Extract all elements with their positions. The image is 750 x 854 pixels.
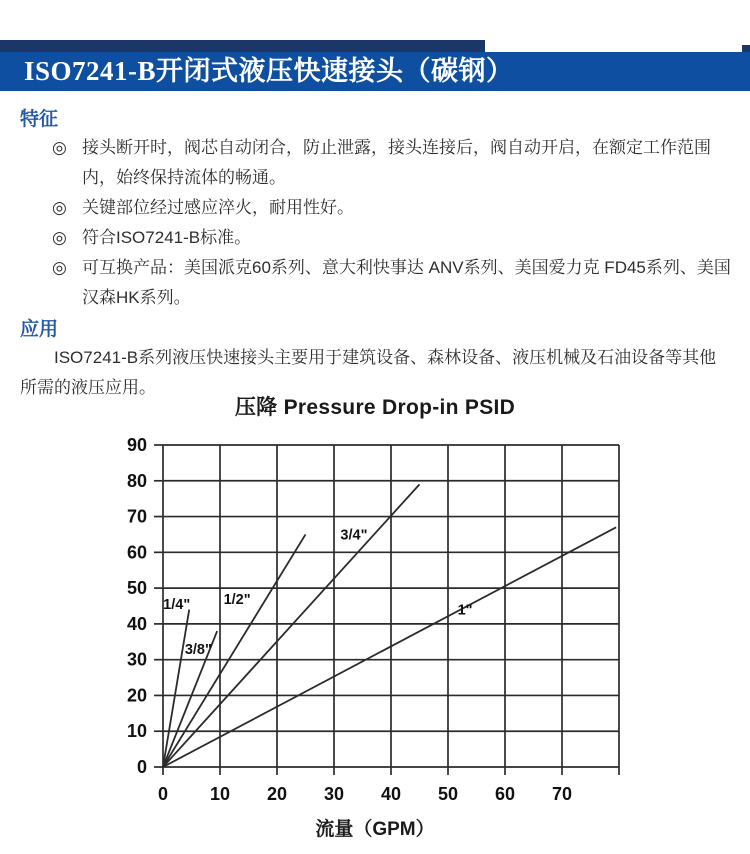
svg-text:10: 10 — [126, 721, 147, 742]
top-navy-bar — [0, 40, 485, 52]
svg-text:40: 40 — [380, 784, 402, 804]
application-paragraph: ISO7241-B系列液压快速接头主要用于建筑设备、森林设备、液压机械及石油设备等其他所需的液压应用。 — [20, 348, 717, 397]
svg-text:70: 70 — [126, 506, 147, 527]
svg-text:40: 40 — [126, 613, 147, 634]
feature-item — [52, 223, 734, 253]
feature-text: 符合ISO7241-B标准。 — [82, 228, 252, 247]
series-label: 3/8" — [184, 641, 212, 658]
pressure-drop-chart — [0, 418, 750, 818]
chart-series — [163, 484, 616, 767]
page-title: ISO7241-B开闭式液压快速接头（碳钢） — [24, 56, 514, 86]
feature-text: 可互换产品：美国派克60系列、意大利快事达 ANV系列、美国爱力克 FD45系列、美国汉森HK系列。 — [82, 258, 731, 307]
series-label: 1/2" — [223, 591, 251, 608]
svg-text:60: 60 — [494, 784, 516, 804]
bullet-icon: ◎ — [52, 198, 67, 217]
feature-list — [52, 133, 734, 313]
series-label: 3/4" — [340, 527, 368, 544]
feature-item — [52, 253, 734, 313]
svg-text:50: 50 — [437, 784, 459, 804]
bullet-icon: ◎ — [52, 138, 67, 157]
svg-text:80: 80 — [126, 470, 147, 491]
svg-text:90: 90 — [126, 435, 147, 455]
series-label: 1/4" — [163, 597, 191, 614]
feature-text: 接头断开时，阀芯自动闭合，防止泄露，接头连接后，阀自动开启，在额定工作范围内，始终保持流体的畅通。 — [82, 138, 711, 187]
y-tick-labels — [127, 435, 147, 777]
svg-text:60: 60 — [126, 542, 147, 563]
svg-text:0: 0 — [136, 757, 147, 777]
feature-item — [52, 193, 734, 223]
svg-text:0: 0 — [157, 784, 169, 804]
series-label: 1" — [457, 602, 473, 619]
svg-text:50: 50 — [126, 578, 147, 599]
feature-item — [52, 133, 734, 193]
svg-text:20: 20 — [126, 685, 147, 706]
x-tick-labels — [158, 784, 572, 804]
svg-text:20: 20 — [266, 784, 288, 804]
series-line — [163, 484, 420, 767]
svg-text:70: 70 — [551, 784, 573, 804]
chart-title: 压降 Pressure Drop-in PSID — [234, 396, 516, 419]
svg-text:10: 10 — [209, 784, 231, 804]
svg-text:30: 30 — [126, 649, 147, 670]
bullet-icon: ◎ — [52, 228, 67, 247]
feature-text: 关键部位经过感应淬火，耐用性好。 — [82, 198, 354, 217]
svg-text:30: 30 — [323, 784, 345, 804]
title-banner — [0, 52, 750, 91]
bullet-icon: ◎ — [52, 258, 67, 277]
features-heading: 特征 — [20, 109, 59, 130]
top-right-navy-notch — [742, 45, 750, 52]
chart-x-axis-label: 流量（GPM） — [315, 819, 435, 840]
series-labels — [163, 527, 472, 657]
chart-grid — [154, 445, 619, 775]
application-heading: 应用 — [20, 319, 59, 340]
